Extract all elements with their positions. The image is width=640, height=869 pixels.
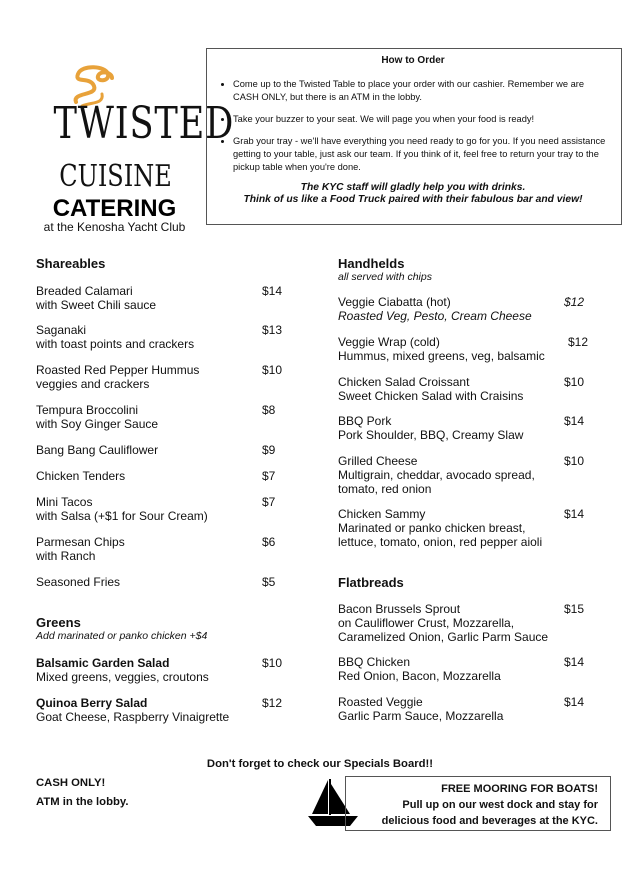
item-price: $12 <box>564 295 585 309</box>
menu-item <box>36 656 209 684</box>
menu-item <box>36 363 199 391</box>
item-price: $14 <box>564 655 585 669</box>
item-price: $7 <box>262 469 276 483</box>
menu-item <box>338 295 532 323</box>
atm-line: ATM in the lobby. <box>36 796 129 808</box>
specials-board-note: Don't forget to check our Specials Board!! <box>206 758 434 770</box>
item-price: $15 <box>564 602 585 616</box>
item-name: Roasted Red Pepper Hummus <box>36 363 200 377</box>
menu-item <box>36 403 158 431</box>
menu-item <box>36 284 156 312</box>
item-price: $12 <box>568 335 589 349</box>
item-price: $14 <box>564 695 585 709</box>
menu-item <box>338 375 523 403</box>
item-desc: with Ranch <box>36 549 96 563</box>
free-mooring-box <box>345 776 611 831</box>
item-desc: with Sweet Chili sauce <box>36 298 157 312</box>
item-name: Veggie Ciabatta (hot) <box>338 295 451 309</box>
mooring-line: delicious food and beverages at the KYC. <box>381 815 598 827</box>
how-to-order-list <box>217 78 609 174</box>
greens-title: Greens <box>36 615 81 630</box>
item-name: Chicken Salad Croissant <box>338 375 470 389</box>
menu-item <box>338 507 542 549</box>
item-name: Chicken Tenders <box>36 469 126 483</box>
item-name: Bang Bang Cauliflower <box>36 443 159 457</box>
item-desc: tomato, red onion <box>338 482 432 496</box>
menu-item <box>36 575 120 589</box>
item-desc: Garlic Parm Sauce, Mozzarella <box>338 709 504 723</box>
item-price: $8 <box>262 403 276 417</box>
item-name: Veggie Wrap (cold) <box>338 335 440 349</box>
menu-item <box>36 469 125 483</box>
menu-item <box>36 495 208 523</box>
how-to-order-closing-1: The KYC staff will gladly help you with drinks. <box>300 182 526 193</box>
menu-item <box>338 454 535 496</box>
handhelds-title: Handhelds <box>338 256 405 271</box>
item-desc: Hummus, mixed greens, veg, balsamic <box>338 349 545 363</box>
item-price: $10 <box>564 454 585 468</box>
item-desc: with toast points and crackers <box>36 337 195 351</box>
menu-item <box>338 695 503 723</box>
item-name: Mini Tacos <box>36 495 93 509</box>
cash-only-line: CASH ONLY! <box>36 777 106 789</box>
item-desc: Sweet Chicken Salad with Craisins <box>338 389 524 403</box>
logo <box>32 62 235 237</box>
how-to-order-title: How to Order <box>381 55 445 66</box>
item-desc: Goat Cheese, Raspberry Vinaigrette <box>36 710 230 724</box>
item-desc: Marinated or panko chicken breast, <box>338 521 526 535</box>
item-name: Grilled Cheese <box>338 454 418 468</box>
how-to-order-bullet: • Grab your tray - we'll have everything you need ready to go for you. If you need assistance getting to your table, just ask our team. If you think of it, feel free to return your tray to the pickup table when you're done. <box>233 135 609 174</box>
item-desc: veggies and crackers <box>36 377 150 391</box>
how-to-order-box <box>206 48 622 225</box>
menu-item <box>338 335 545 363</box>
mooring-headline: FREE MOORING FOR BOATS! <box>441 783 598 795</box>
logo-twisted: TWISTED <box>53 98 235 149</box>
item-name: Seasoned Fries <box>36 575 121 589</box>
menu-item <box>36 323 194 351</box>
handhelds-subtitle: all served with chips <box>338 271 432 283</box>
mooring-line: Pull up on our west dock and stay for <box>402 799 598 811</box>
item-price: $13 <box>262 323 283 337</box>
item-price: $7 <box>262 495 276 509</box>
item-name: Quinoa Berry Salad <box>36 696 148 710</box>
logo-cuisine: CUISINE <box>59 159 172 194</box>
item-desc: lettuce, tomato, onion, red pepper aioli <box>338 535 543 549</box>
menu-item <box>338 602 548 644</box>
item-price: $14 <box>564 414 585 428</box>
item-desc: Caramelized Onion, Garlic Parm Sauce <box>338 630 549 644</box>
flatbreads-title: Flatbreads <box>338 575 404 590</box>
item-price: $14 <box>564 507 585 521</box>
item-price: $5 <box>262 575 276 589</box>
item-price: $10 <box>262 656 283 670</box>
how-to-order-bullet: • Come up to the Twisted Table to place your order with our cashier. Remember we are CASH ONLY, but there is an ATM in the lobby. <box>233 78 609 104</box>
item-name: Bacon Brussels Sprout <box>338 602 461 616</box>
item-name: BBQ Pork <box>338 414 392 428</box>
item-desc: Red Onion, Bacon, Mozzarella <box>338 669 501 683</box>
menu-item <box>36 696 229 724</box>
logo-catering: CATERING <box>52 195 177 222</box>
item-name: BBQ Chicken <box>338 655 411 669</box>
item-price: $12 <box>262 696 283 710</box>
item-name: Roasted Veggie <box>338 695 423 709</box>
item-name: Saganaki <box>36 323 87 337</box>
item-desc: with Salsa (+$1 for Sour Cream) <box>36 509 208 523</box>
item-price: $10 <box>262 363 283 377</box>
item-price: $9 <box>262 443 276 457</box>
item-desc: Pork Shoulder, BBQ, Creamy Slaw <box>338 428 524 442</box>
menu-item <box>36 535 125 563</box>
cash-only-note <box>36 774 128 812</box>
menu-item <box>338 414 523 442</box>
how-to-order-closing-2: Think of us like a Food Truck paired with their fabulous bar and view! <box>243 194 583 205</box>
item-desc: Multigrain, cheddar, avocado spread, <box>338 468 535 482</box>
item-name: Tempura Broccolini <box>36 403 139 417</box>
how-to-order-bullet: • Take your buzzer to your seat. We will page you when your food is ready! <box>233 113 609 126</box>
item-desc: Roasted Veg, Pesto, Cream Cheese <box>338 309 532 323</box>
item-desc: on Cauliflower Crust, Mozzarella, <box>338 616 515 630</box>
logo-location: at the Kenosha Yacht Club <box>43 220 186 234</box>
item-desc: Mixed greens, veggies, croutons <box>36 670 209 684</box>
item-price: $14 <box>262 284 283 298</box>
greens-subtitle: Add marinated or panko chicken +$4 <box>36 630 208 642</box>
menu-item <box>36 443 158 457</box>
item-name: Chicken Sammy <box>338 507 426 521</box>
item-name: Parmesan Chips <box>36 535 125 549</box>
item-price: $10 <box>564 375 585 389</box>
item-price: $6 <box>262 535 276 549</box>
item-desc: with Soy Ginger Sauce <box>36 417 159 431</box>
item-name: Balsamic Garden Salad <box>36 656 170 670</box>
shareables-title: Shareables <box>36 256 106 271</box>
menu-item <box>338 655 501 683</box>
item-name: Breaded Calamari <box>36 284 133 298</box>
